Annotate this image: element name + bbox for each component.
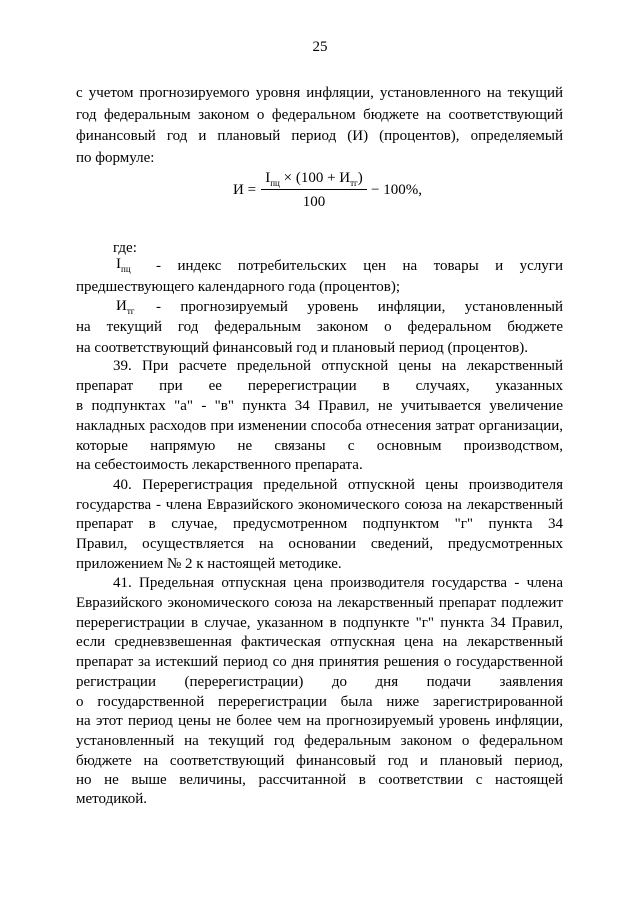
para41-line: о государственной перерегистрации была ниже зарегистрированной — [76, 694, 563, 710]
formula-fraction — [261, 168, 367, 212]
para41-line: если средневзвешенная фактическая отпускная цена на лекарственный — [76, 634, 563, 650]
text-line: по формуле: — [76, 150, 155, 166]
para40-line: препарат в случае, предусмотренном подпунктом "г" пункта 34 — [76, 516, 563, 532]
para41-line: на этот период цены не более чем на прогнозируемый уровень инфляции, — [76, 713, 563, 729]
text-line: финансовый год и плановый период (И) (процентов), определяемый — [76, 128, 563, 144]
symbol-subscript: пц — [121, 264, 131, 274]
para40-line: Правил, осуществляется на основании сведений, предусмотренных — [76, 536, 563, 552]
def1-symbol — [116, 255, 131, 279]
para41-line: бюджете на соответствующий финансовый год и плановый период, — [76, 753, 563, 769]
def1-line: - индекс потребительских цен на товары и услуги — [156, 258, 563, 274]
para41-line: перерегистрации в случае, указанном в подпункте "г" пункта 34 Правил, — [76, 615, 563, 631]
para39-line: препарат при ее перерегистрации в случаях, указанных — [76, 378, 563, 394]
para40-line: 40. Перерегистрация предельной отпускной цены производителя — [113, 477, 563, 493]
para40-line: государства - члена Евразийского экономического союза на лекарственный — [76, 497, 563, 513]
formula-numerator — [261, 168, 367, 188]
formula-denominator: 100 — [302, 194, 326, 210]
fraction-bar — [261, 189, 367, 190]
para39-line: которые напрямую не связаны с основным производством, — [76, 438, 563, 454]
def1-line: предшествующего календарного года (процентов); — [76, 279, 401, 295]
text-line: с учетом прогнозируемого уровня инфляции, установленного на текущий — [76, 85, 563, 101]
formula-text: ) — [357, 170, 363, 186]
symbol-text: И — [116, 298, 127, 314]
inflation-formula — [233, 168, 433, 218]
where-label: где: — [113, 240, 137, 256]
symbol-subscript: тг — [126, 306, 135, 316]
para41-line: методикой. — [76, 791, 148, 807]
para39-line: накладных расходов при изменении способа отнесения затрат организации, — [76, 418, 563, 434]
text-line: год федеральным законом о федеральном бюджете на соответствующий — [76, 107, 563, 123]
para39-line: на себестоимость лекарственного препарата. — [76, 457, 363, 473]
para41-line: но не выше величины, рассчитанной в соответствии с настоящей — [76, 772, 563, 788]
def2-line: на соответствующий финансовый год и плановый период (процентов). — [76, 340, 528, 356]
para39-line: 39. При расчете предельной отпускной цены на лекарственный — [113, 358, 563, 374]
formula-subscript: тг — [350, 178, 358, 188]
para41-line: препарат за истекший период со дня принятия решения о государственной — [76, 654, 563, 670]
formula-subscript: пц — [270, 178, 280, 188]
para40-line: приложением № 2 к настоящей методике. — [76, 556, 342, 572]
def2-line: - прогнозируемый уровень инфляции, установленный — [156, 299, 563, 315]
para39-line: в подпунктах "а" - "в" пункта 34 Правил, не учитывается увеличение — [76, 398, 563, 414]
formula-symbol: I — [265, 170, 271, 186]
def2-line: на текущий год федеральным законом о федеральном бюджете — [76, 319, 563, 335]
formula-lhs: И = — [233, 182, 257, 198]
formula-rhs: − 100%, — [371, 182, 422, 198]
para41-line: регистрации (перерегистрации) до дня подачи заявления — [76, 674, 563, 690]
para41-line: 41. Предельная отпускная цена производителя государства - члена — [113, 575, 563, 591]
page-number: 25 — [312, 39, 328, 55]
para41-line: установленный на текущий год федеральным законом о федеральном — [76, 733, 563, 749]
symbol-text: I — [116, 256, 121, 272]
para41-line: Евразийского экономического союза на лекарственный препарат подлежит — [76, 595, 563, 611]
formula-text: × (100 + И — [279, 170, 351, 186]
